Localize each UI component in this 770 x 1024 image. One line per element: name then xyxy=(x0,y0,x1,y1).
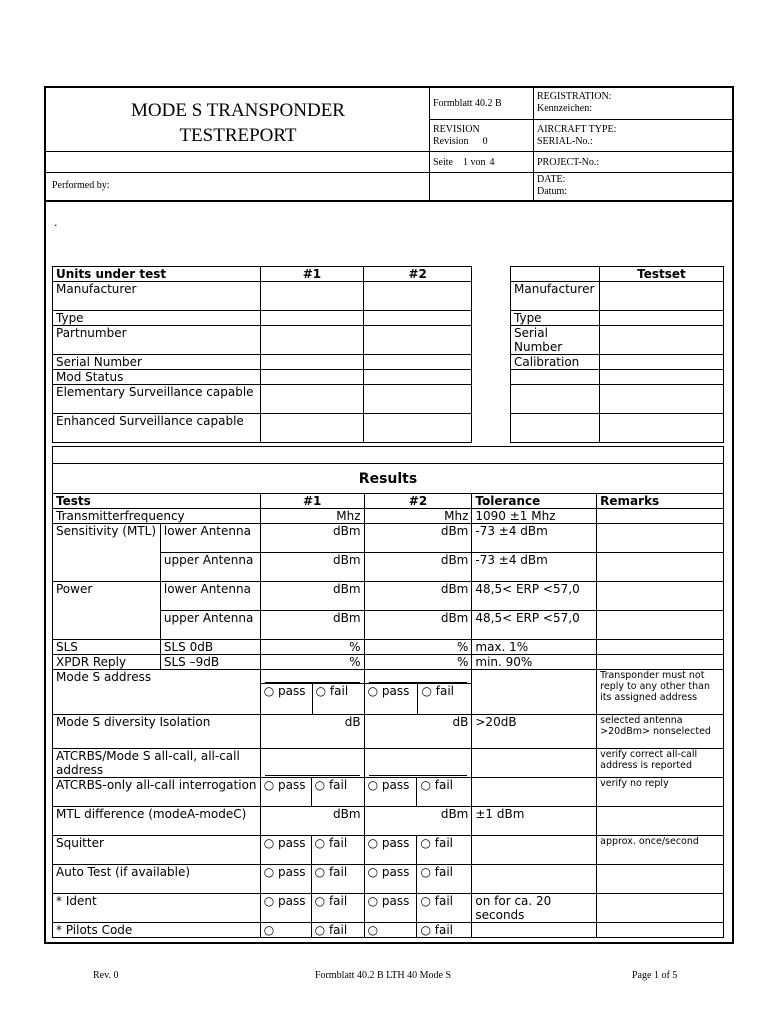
table-cell: upper Antenna xyxy=(160,611,260,640)
table-cell: >20dB xyxy=(472,715,597,749)
table-cell: ○ pass ○ fail xyxy=(260,670,364,715)
table-cell xyxy=(260,311,364,326)
table-cell xyxy=(260,414,364,443)
table-cell: MTL difference (modeA-modeC) xyxy=(53,807,261,836)
table-cell: Serial Number xyxy=(511,326,600,355)
table-cell: Tolerance xyxy=(472,494,597,509)
table-row xyxy=(511,282,724,311)
table-cell: -73 ±4 dBm xyxy=(472,524,597,553)
table-cell: dBm xyxy=(260,524,364,553)
table-cell xyxy=(364,311,472,326)
table-cell xyxy=(599,282,723,311)
table-row xyxy=(53,464,724,494)
table-cell: Mode S address xyxy=(53,670,261,715)
table-cell xyxy=(599,385,723,414)
table-cell: ATCRBS/Mode S all-call, all-call address xyxy=(53,749,261,778)
table-cell xyxy=(597,894,724,923)
table-cell: dB xyxy=(260,715,364,749)
table-cell: ○ pass xyxy=(260,865,311,894)
table-cell xyxy=(597,582,724,611)
table-row xyxy=(53,385,472,414)
table-cell xyxy=(599,414,723,443)
table-cell: dBm xyxy=(364,807,472,836)
table-cell xyxy=(260,385,364,414)
table-row xyxy=(53,749,724,778)
table-cell: dBm xyxy=(364,524,472,553)
table-cell: SLS xyxy=(53,640,161,655)
table-cell: ○ pass xyxy=(364,836,417,865)
table-cell: Type xyxy=(53,311,261,326)
table-cell: % xyxy=(260,655,364,670)
table-cell: ○ pass xyxy=(364,778,417,807)
table-cell: Squitter xyxy=(53,836,261,865)
table-cell: % xyxy=(260,640,364,655)
table-cell xyxy=(472,923,597,938)
table-row xyxy=(53,282,472,311)
table-cell: Sensitivity (MTL) xyxy=(53,524,161,582)
table-row xyxy=(53,447,724,464)
table-cell xyxy=(597,509,724,524)
table-row xyxy=(53,494,724,509)
registration-label: REGISTRATION: Kennzeichen: xyxy=(537,91,612,114)
table-row xyxy=(53,414,472,443)
table-cell: ○ xyxy=(260,923,311,938)
table-cell: ○ pass xyxy=(260,894,311,923)
table-cell xyxy=(472,836,597,865)
table-cell: max. 1% xyxy=(472,640,597,655)
table-cell: on for ca. 20 seconds xyxy=(472,894,597,923)
table-row xyxy=(511,311,724,326)
table-cell xyxy=(597,640,724,655)
table-row xyxy=(511,326,724,355)
table-cell: ○ pass ○ fail xyxy=(364,670,472,715)
table-cell xyxy=(472,778,597,807)
table-cell: verify no reply xyxy=(597,778,724,807)
table-cell: SLS –9dB xyxy=(160,655,260,670)
table-cell: dBm xyxy=(260,582,364,611)
table-cell: dBm xyxy=(260,553,364,582)
table-row xyxy=(53,524,724,553)
table-cell xyxy=(364,326,472,355)
table-cell xyxy=(472,865,597,894)
table-cell: Mhz xyxy=(364,509,472,524)
table-cell: ○ pass xyxy=(364,865,417,894)
table-cell xyxy=(597,655,724,670)
footer-revision: Rev. 0 xyxy=(93,970,119,981)
table-row xyxy=(53,582,724,611)
table-row xyxy=(511,355,724,370)
table-cell xyxy=(599,370,723,385)
table-cell xyxy=(511,414,600,443)
table-cell: 1090 ±1 Mhz xyxy=(472,509,597,524)
table-cell: Remarks xyxy=(597,494,724,509)
page-indicator: Seite 1 von 4 xyxy=(433,157,495,168)
table-cell: dB xyxy=(364,715,472,749)
table-cell: Power xyxy=(53,582,161,640)
table-cell: ATCRBS-only all-call interrogation xyxy=(53,778,261,807)
table-row xyxy=(53,267,472,282)
table-cell: ○ fail xyxy=(311,923,364,938)
table-cell: selected antenna >20dBm> nonselected xyxy=(597,715,724,749)
table-cell xyxy=(364,370,472,385)
table-row xyxy=(511,414,724,443)
table-cell: dBm xyxy=(364,611,472,640)
performed-by-label: Performed by: xyxy=(52,180,110,191)
table-cell: % xyxy=(364,640,472,655)
table-row xyxy=(511,267,724,282)
dot-mark: . xyxy=(54,216,58,229)
table-cell: Mod Status xyxy=(53,370,261,385)
table-cell: Elementary Surveillance capable xyxy=(53,385,261,414)
table-cell: ○ fail xyxy=(311,836,364,865)
table-row xyxy=(511,370,724,385)
table-cell: ○ pass xyxy=(260,836,311,865)
table-cell xyxy=(511,370,600,385)
table-cell: 48,5< ERP <57,0 xyxy=(472,582,597,611)
table-cell: ○ xyxy=(364,923,417,938)
table-row xyxy=(53,894,724,923)
report-frame xyxy=(44,86,734,944)
table-cell: Calibration xyxy=(511,355,600,370)
table-cell: ○ pass xyxy=(364,894,417,923)
table-cell: min. 90% xyxy=(472,655,597,670)
table-cell: SLS 0dB xyxy=(160,640,260,655)
testset-table xyxy=(510,266,724,443)
table-cell: * Ident xyxy=(53,894,261,923)
table-cell: Type xyxy=(511,311,600,326)
table-cell: upper Antenna xyxy=(160,553,260,582)
revision-label: REVISION Revision 0 xyxy=(433,124,488,147)
table-cell xyxy=(364,282,472,311)
table-row xyxy=(53,778,724,807)
table-row xyxy=(53,370,472,385)
table-cell: approx. once/second xyxy=(597,836,724,865)
table-cell xyxy=(599,311,723,326)
table-cell: ○ pass xyxy=(260,778,311,807)
table-cell: ±1 dBm xyxy=(472,807,597,836)
table-cell xyxy=(597,865,724,894)
table-cell: Auto Test (if available) xyxy=(53,865,261,894)
table-cell xyxy=(472,670,597,715)
table-cell: dBm xyxy=(364,553,472,582)
table-cell xyxy=(260,355,364,370)
table-cell xyxy=(260,282,364,311)
table-cell: lower Antenna xyxy=(160,524,260,553)
table-row xyxy=(53,923,724,938)
table-cell: Enhanced Surveillance capable xyxy=(53,414,261,443)
table-cell xyxy=(53,447,724,464)
table-cell xyxy=(597,923,724,938)
table-row xyxy=(53,836,724,865)
table-cell: Manufacturer xyxy=(511,282,600,311)
table-cell xyxy=(364,385,472,414)
table-cell xyxy=(599,326,723,355)
table-row xyxy=(53,640,724,655)
table-cell: lower Antenna xyxy=(160,582,260,611)
date-label: DATE: Datum: xyxy=(537,174,567,197)
table-row xyxy=(53,311,472,326)
table-cell xyxy=(260,749,364,778)
table-cell: ○ fail xyxy=(417,923,472,938)
table-cell xyxy=(364,414,472,443)
table-cell: Mhz xyxy=(260,509,364,524)
units-under-test-table xyxy=(52,266,472,443)
table-cell: Units under test xyxy=(53,267,261,282)
table-cell: -73 ±4 dBm xyxy=(472,553,597,582)
table-cell: Partnumber xyxy=(53,326,261,355)
table-cell: #1 xyxy=(260,494,364,509)
table-row xyxy=(511,385,724,414)
table-cell: ○ fail xyxy=(311,865,364,894)
table-cell xyxy=(597,807,724,836)
table-cell: verify correct all-call address is reported xyxy=(597,749,724,778)
table-cell xyxy=(597,524,724,553)
table-cell xyxy=(364,749,472,778)
table-cell: dBm xyxy=(260,611,364,640)
results-title: Results xyxy=(53,464,724,494)
table-row xyxy=(53,509,724,524)
form-number: Formblatt 40.2 B xyxy=(433,98,502,109)
table-cell: * Pilots Code xyxy=(53,923,261,938)
table-cell: #2 xyxy=(364,267,472,282)
table-cell: Transponder must not reply to any other than its assigned address xyxy=(597,670,724,715)
table-cell xyxy=(260,326,364,355)
table-cell: ○ fail xyxy=(417,778,472,807)
table-cell: dBm xyxy=(364,582,472,611)
project-no-label: PROJECT-No.: xyxy=(537,157,600,168)
table-cell: dBm xyxy=(260,807,364,836)
table-cell xyxy=(472,749,597,778)
table-cell: ○ fail xyxy=(417,894,472,923)
table-row xyxy=(53,865,724,894)
table-cell: Mode S diversity Isolation xyxy=(53,715,261,749)
table-cell xyxy=(364,355,472,370)
table-cell: Serial Number xyxy=(53,355,261,370)
table-cell xyxy=(511,385,600,414)
results-table xyxy=(52,446,724,938)
table-row xyxy=(53,715,724,749)
table-cell: Testset xyxy=(599,267,723,282)
table-cell: #1 xyxy=(260,267,364,282)
table-row xyxy=(53,355,472,370)
table-cell: XPDR Reply xyxy=(53,655,161,670)
table-cell: ○ fail xyxy=(311,778,364,807)
table-cell: #2 xyxy=(364,494,472,509)
table-cell: ○ fail xyxy=(417,836,472,865)
report-header xyxy=(46,88,732,202)
table-cell: ○ fail xyxy=(311,894,364,923)
table-cell: ○ fail xyxy=(417,865,472,894)
table-row xyxy=(53,655,724,670)
table-cell xyxy=(260,370,364,385)
table-row xyxy=(53,670,724,715)
aircraft-type-label: AIRCRAFT TYPE: SERIAL-No.: xyxy=(537,124,617,147)
table-cell xyxy=(599,355,723,370)
table-row xyxy=(53,807,724,836)
table-cell: Manufacturer xyxy=(53,282,261,311)
table-cell: % xyxy=(364,655,472,670)
table-cell: Transmitterfrequency xyxy=(53,509,261,524)
table-cell: Tests xyxy=(53,494,261,509)
table-cell xyxy=(597,611,724,640)
report-title: MODE S TRANSPONDER TESTREPORT xyxy=(131,100,345,146)
table-cell xyxy=(597,553,724,582)
table-cell xyxy=(511,267,600,282)
table-row xyxy=(53,326,472,355)
table-cell: 48,5< ERP <57,0 xyxy=(472,611,597,640)
footer-form: Formblatt 40.2 B LTH 40 Mode S xyxy=(315,970,452,981)
footer-page: Page 1 of 5 xyxy=(632,970,678,981)
